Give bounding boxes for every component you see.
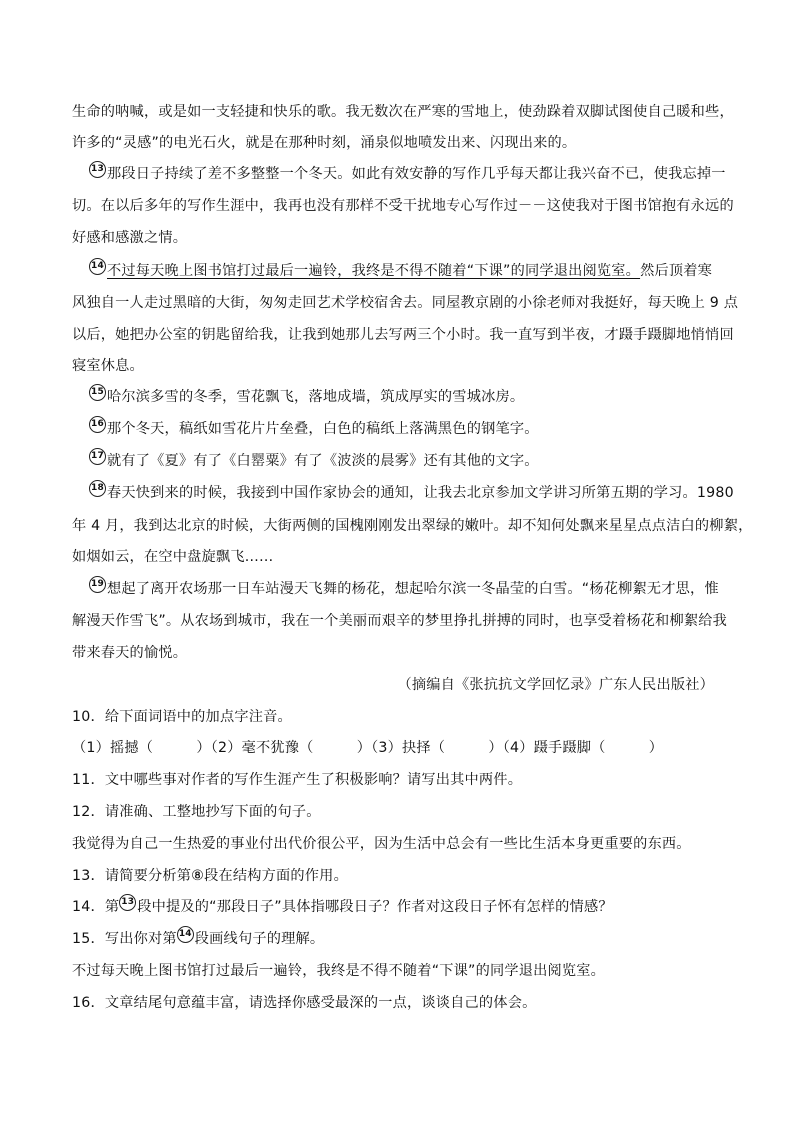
text-line: 然后顶着寒 bbox=[640, 263, 713, 279]
paragraph-number-14: 14 bbox=[177, 926, 194, 943]
question-16: 16．文章结尾句意蕴丰富，请选择你感受最深的一点，谈谈自己的体会。 bbox=[72, 995, 537, 1011]
question-12-sentence: 我觉得为自己一生热爱的事业付出代价很公平，因为生活中总会有一些比生活本身更重要的东西。 bbox=[72, 836, 691, 852]
text-line: 许多的“灵感”的电光石火，就是在那种时刻，涌泉似地喷发出来、闪现出来的。 bbox=[72, 135, 577, 151]
paragraph-number-14: 14 bbox=[89, 258, 106, 275]
question-10: 10．给下面词语中的加点字注音。 bbox=[72, 709, 292, 725]
text-line: 解漫天作雪飞”。从农场到城市，我在一个美丽而艰辛的梦里挣扎拼搏的同时，也享受着杨花和柳絮给我 bbox=[72, 613, 727, 629]
text-line: 以后，她把办公室的钥匙留给我，让我到她那儿去写两三个小时。我一直写到半夜，才蹑手蹑脚地悄悄回 bbox=[72, 327, 734, 343]
text-line: 想起了离开农场那一日车站漫天飞舞的杨花，想起哈尔滨一冬晶莹的白雪。“杨花柳絮无才思，惟 bbox=[107, 581, 719, 597]
text-line: 风独自一人走过黑暗的大街，匆匆走回艺术学校宿舍去。同屋教京剧的小徐老师对我挺好，每天晚上 9 点 bbox=[72, 295, 739, 311]
paragraph-number-18: 18 bbox=[89, 480, 106, 497]
text-line: 那段日子持续了差不多整整一个冬天。如此有效安静的写作几乎每天都让我兴奋不已，使我忘掉一 bbox=[107, 166, 726, 182]
question-14-prefix: 14．第 bbox=[72, 899, 120, 915]
question-14-text: 段中提及的“那段日子”具体指哪段日子？作者对这段日子怀有怎样的情感？ bbox=[137, 899, 613, 915]
paragraph-17 bbox=[89, 451, 539, 472]
paragraph-14 bbox=[89, 261, 712, 282]
text-line: 年 4 月，我到达北京的时候，大街两侧的国槐刚刚发出翠绿的嫩叶。却不知何处飘来星星点点洁白的柳絮， bbox=[72, 518, 753, 534]
paragraph-number-13: 13 bbox=[89, 161, 106, 178]
underlined-sentence: 不过每天晚上图书馆打过最后一遍铃，我终是不得不随着“下课”的同学退出阅览室。 bbox=[107, 263, 641, 279]
source-citation: （摘编自《张抗抗文学回忆录》广东人民出版社） bbox=[397, 677, 714, 693]
text-line: 春天快到来的时候，我接到中国作家协会的通知，让我去北京参加文学讲习所第五期的学习。1980 bbox=[107, 485, 734, 501]
question-13: 13．请简要分析第⑧段在结构方面的作用。 bbox=[72, 868, 348, 884]
question-11: 11．文中哪些事对作者的写作生涯产生了积极影响？请写出其中两件。 bbox=[72, 772, 523, 788]
paragraph-number-17: 17 bbox=[89, 448, 106, 465]
paragraph-number-15: 15 bbox=[89, 384, 106, 401]
paragraph-19 bbox=[89, 579, 719, 600]
question-12: 12．请准确、工整地抄写下面的句子。 bbox=[72, 804, 321, 820]
text-line: 那个冬天，稿纸如雪花片片垒叠，白色的稿纸上落满黑色的钢笔字。 bbox=[107, 421, 539, 437]
question-15-text: 段画线句子的理解。 bbox=[194, 931, 325, 947]
question-15-sentence: 不过每天晚上图书馆打过最后一遍铃，我终是不得不随着“下课”的同学退出阅览室。 bbox=[72, 963, 606, 979]
paragraph-number-13: 13 bbox=[119, 894, 136, 911]
question-10-items: （1）摇撼（ ）（2）毫不犹豫（ ）（3）抉择（ ）（4）蹑手蹑脚（ ） bbox=[72, 740, 664, 756]
text-line: 带来春天的愉悦。 bbox=[72, 645, 188, 661]
question-14 bbox=[72, 897, 613, 918]
text-line: 切。在以后多年的写作生涯中，我再也没有那样不受干扰地专心写作过－－这使我对于图书馆抱有永远的 bbox=[72, 198, 734, 214]
question-15 bbox=[72, 929, 324, 950]
paragraph-number-19: 19 bbox=[89, 576, 106, 593]
paragraph-13 bbox=[89, 164, 726, 185]
text-line: 哈尔滨多雪的冬季，雪花飘飞，落地成墙，筑成厚实的雪城冰房。 bbox=[107, 389, 525, 405]
text-line: 如烟如云，在空中盘旋飘飞…… bbox=[72, 549, 274, 565]
question-15-prefix: 15．写出你对第 bbox=[72, 931, 177, 947]
paragraph-number-16: 16 bbox=[89, 416, 106, 433]
text-line: 寝室休息。 bbox=[72, 358, 144, 374]
text-line: 生命的呐喊，或是如一支轻捷和快乐的歌。我无数次在严寒的雪地上，使劲跺着双脚试图使自己暖和些， bbox=[72, 104, 734, 120]
text-line: 好感和感激之情。 bbox=[72, 230, 188, 246]
paragraph-18 bbox=[89, 483, 734, 504]
text-line: 就有了《夏》有了《白罂粟》有了《波淡的晨雾》还有其他的文字。 bbox=[107, 453, 539, 469]
paragraph-16 bbox=[89, 419, 539, 440]
paragraph-15 bbox=[89, 387, 524, 408]
